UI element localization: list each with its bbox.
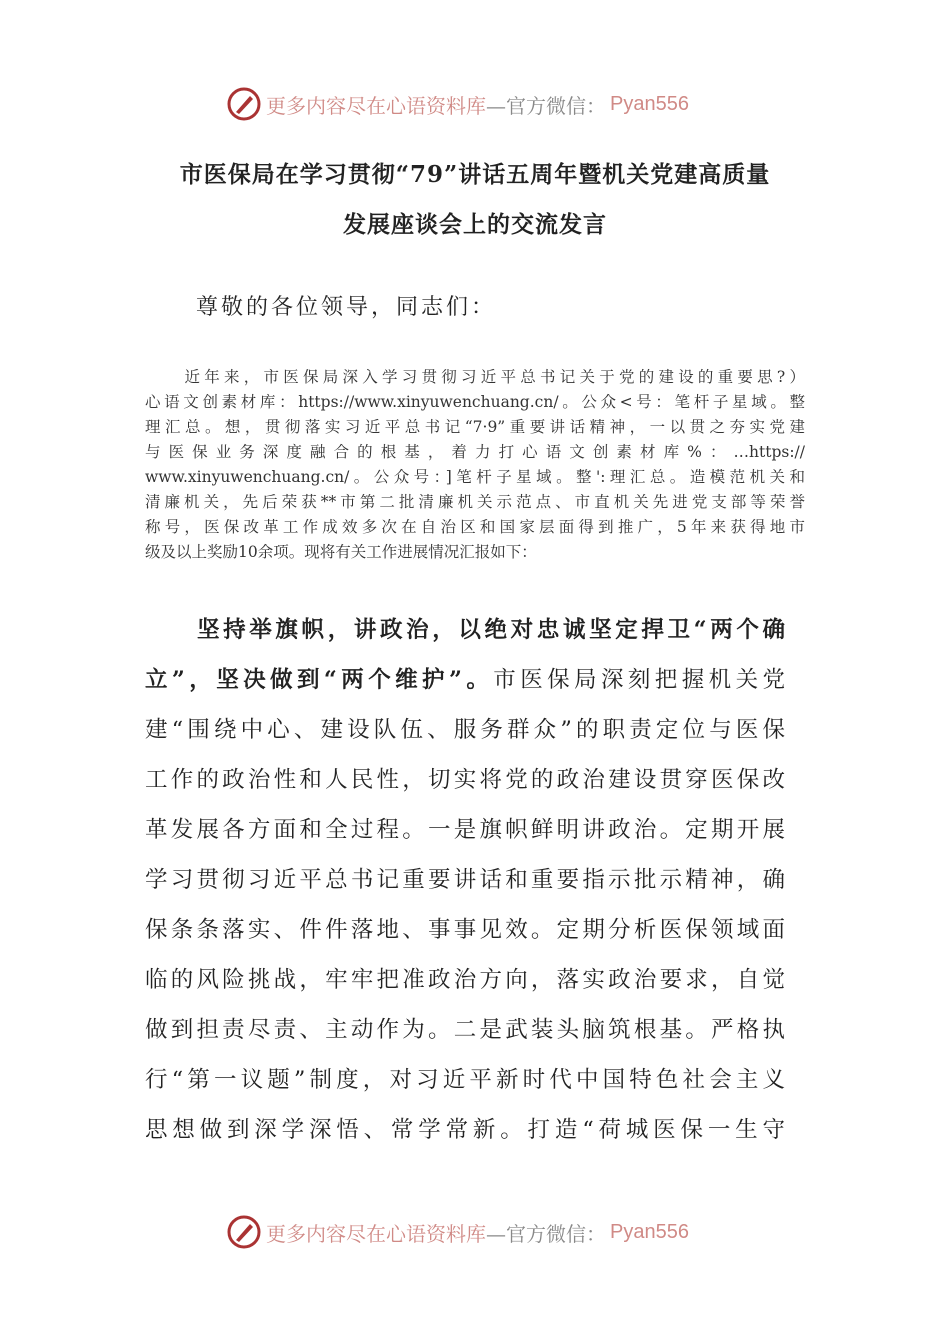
section-heading-part1: 坚持举旗帜，讲政治，以绝对忠诚坚定捍卫“两个确	[197, 617, 785, 643]
body-line: 学习贯彻习近平总书记重要讲话和重要指示批示精神，确	[145, 867, 785, 893]
pen-logo-icon	[226, 86, 262, 122]
body-text: 市医保局深刻把握机关党	[493, 667, 785, 693]
watermark-wechat-id: Pyan556	[610, 92, 689, 115]
body-line: 革发展各方面和全过程。一是旗帜鲜明讲政治。定期开展	[145, 817, 785, 843]
intro-paragraph	[145, 365, 805, 565]
intro-line: 理汇总。想，贯彻落实习近平总书记“7·9”重要讲话精神，一以贯之夯实党建	[145, 418, 805, 436]
body-line: 做到担责尽责、主动作为。二是武装头脑筑根基。严格执	[145, 1017, 785, 1043]
header-watermark	[226, 84, 689, 124]
title-line-2: 发展座谈会上的交流发言	[343, 211, 607, 238]
intro-line: 心语文创素材库：https://www.xinyuwenchuang.cn/。公众<号：笔杆子星域。整	[145, 393, 805, 411]
section-heading-part2: 立”，坚决做到“两个维护”。	[145, 667, 494, 693]
watermark-wechat-id: Pyan556	[610, 1220, 689, 1243]
body-paragraph	[145, 605, 785, 1155]
intro-line: 级及以上奖励10余项。现将有关工作进展情况汇报如下：	[145, 543, 537, 561]
watermark-wechat-label: —官方微信：	[486, 93, 606, 118]
intro-line: 与医保业务深度融合的根基，着力打心语文创素材库%：…https://	[145, 443, 805, 461]
body-line: 工作的政治性和人民性，切实将党的政治建设贯穿医保改	[145, 767, 785, 793]
intro-line: www.xinyuwenchuang.cn/。公众号：]笔杆子星域。整':理汇总。造模范机关和	[145, 468, 805, 486]
watermark-text: 更多内容尽在心语资料库	[266, 1221, 486, 1246]
body-line: 思想做到深学深悟、常学常新。打造“荷城医保一生守	[145, 1117, 785, 1143]
intro-line: 清廉机关，先后荣获**市第二批清廉机关示范点、市直机关先进党支部等荣誉	[145, 493, 805, 511]
body-line: 建“围绕中心、建设队伍、服务群众”的职责定位与医保	[145, 717, 785, 743]
watermark-wechat-label: —官方微信：	[486, 1221, 606, 1246]
title-line-1: 市医保局在学习贯彻“79”讲话五周年暨机关党建高质量	[179, 161, 771, 188]
intro-line: 称号，医保改革工作成效多次在自治区和国家层面得到推广，5年来获得地市	[145, 518, 805, 536]
body-line: 保条条落实、件件落地、事事见效。定期分析医保领域面	[145, 917, 785, 943]
body-line: 临的风险挑战，牢牢把准政治方向，落实政治要求，自觉	[145, 967, 785, 993]
body-line	[145, 655, 785, 705]
watermark-text: 更多内容尽在心语资料库	[266, 93, 486, 118]
footer-watermark	[226, 1212, 689, 1252]
body-line: 行“第一议题”制度，对习近平新时代中国特色社会主义	[145, 1067, 785, 1093]
intro-line: 近年来，市医保局深入学习贯彻习近平总书记关于党的建设的重要思?）	[145, 368, 805, 386]
greeting: 尊敬的各位领导，同志们：	[196, 295, 497, 320]
pen-logo-icon	[226, 1214, 262, 1250]
body-line	[145, 605, 785, 655]
